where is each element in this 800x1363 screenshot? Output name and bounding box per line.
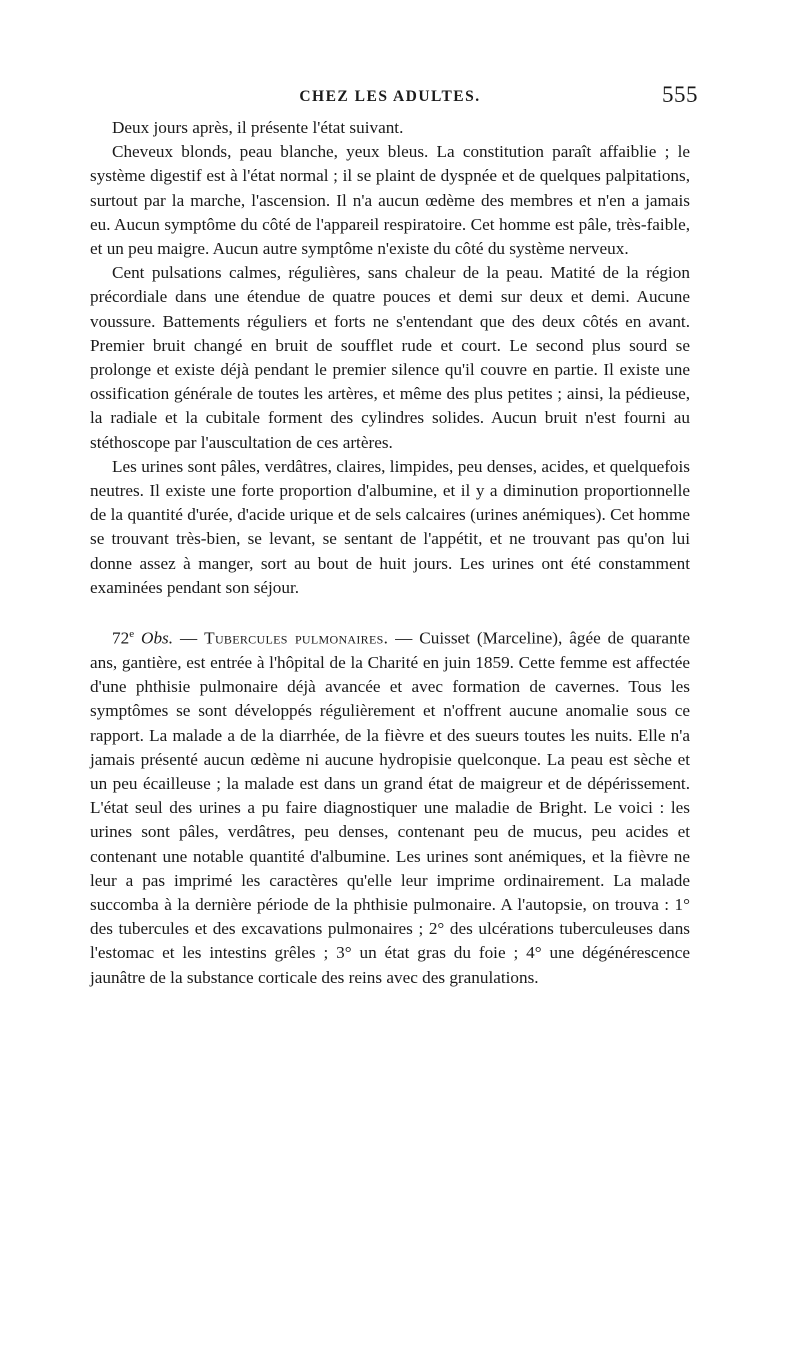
observation-paragraph: [90, 622, 690, 990]
paragraph-4: Les urines sont pâles, verdâtres, claires, limpides, peu denses, acides, et quelquefois neutres. Il existe une forte proportion d'albumine, et il y a diminution proportionnelle de la quantité d'urée, d'acide urique et de sels calcaires (urines anémiques). Cet homme se trouvant très-bien, se levant, se sentant de l'appétit, et ne trouvant pas qu'on lui donne assez à manger, sort au bout de huit jours. Les urines ont été constamment examinées pendant son séjour.: [90, 456, 690, 597]
paragraph-1: Deux jours après, il présente l'état suivant.: [112, 118, 404, 137]
running-header: [90, 82, 698, 112]
running-title: CHEZ LES ADULTES.: [299, 88, 481, 105]
body-text: [90, 116, 690, 990]
observation-title: Tubercules pulmonaires.: [204, 628, 389, 648]
observation-text: — Cuisset (Marceline), âgée de quarante ans, gantière, est entrée à l'hôpital de la Charité en juin 1859. Cette femme est affectée d'une phthisie pulmonaire déjà avancée et avec formation de cavernes. Tous les symptômes se sont développés régulièrement et n'offrent aucune anomalie sous ce rapport. La malade a de la diarrhée, de la fièvre et des sueurs toutes les nuits. Elle n'a jamais présenté aucun œdème ni aucune hydropisie quelconque. La peau est sèche et un peu écailleuse ; la malade est dans un grand état de maigreur et de dépérissement. L'état seul des urines a pu faire diagnostiquer une maladie de Bright. Le voici : les urines sont pâles, verdâtres, peu denses, contenant peu de mucus, peu acides et contenant une notable quantité d'albumine. Les urines sont anémiques, et la fièvre ne leur a pas imprimé les caractères qu'elle leur imprime ordinairement. La malade succomba à la dernière période de la phthisie pulmonaire. A l'autopsie, on trouva : 1° des tubercules et des excavations pulmonaires ; 2° des ulcérations tuberculeuses dans l'estomac et les intestins grêles ; 3° un état gras du foie ; 4° une dégénérescence jaunâtre de la substance corticale des reins avec des granulations.: [90, 628, 691, 987]
observation-number: 72: [112, 628, 130, 648]
paragraph-3: Cent pulsations calmes, régulières, sans chaleur de la peau. Matité de la région précordiale dans une étendue de quatre pouces et demi sur deux et demi. Aucune voussure. Battements réguliers et forts ne s'entendant que des deux côtés en avant. Premier bruit changé en bruit de soufflet rude et court. Le second plus sourd se prolonge et existe déjà pendant le premier silence qu'il couvre en partie. Il existe une ossification générale de toutes les artères, et même des plus petites ; ainsi, la pédieuse, la radiale et la cubitale forment des cylindres solides. Aucun bruit n'est fourni au stéthoscope par l'auscultation de ces artères.: [90, 263, 690, 452]
paragraph-2: Cheveux blonds, peau blanche, yeux bleus. La constitution paraît affaiblie ; le système digestif est à l'état normal ; il se plaint de dyspnée et de quelques palpitations, surtout par la marche, l'ascension. Il n'a aucun œdème des membres et n'en a jamais eu. Aucun symptôme du côté de l'appareil respiratoire. Cet homme est pâle, très-faible, et un peu maigre. Aucun autre symptôme n'existe du côté du système nerveux.: [90, 142, 690, 259]
observation-dash: —: [180, 628, 198, 648]
page-number: 555: [662, 82, 698, 107]
observation-number-suffix: e: [129, 628, 135, 641]
observation-label: Obs.: [141, 628, 174, 648]
